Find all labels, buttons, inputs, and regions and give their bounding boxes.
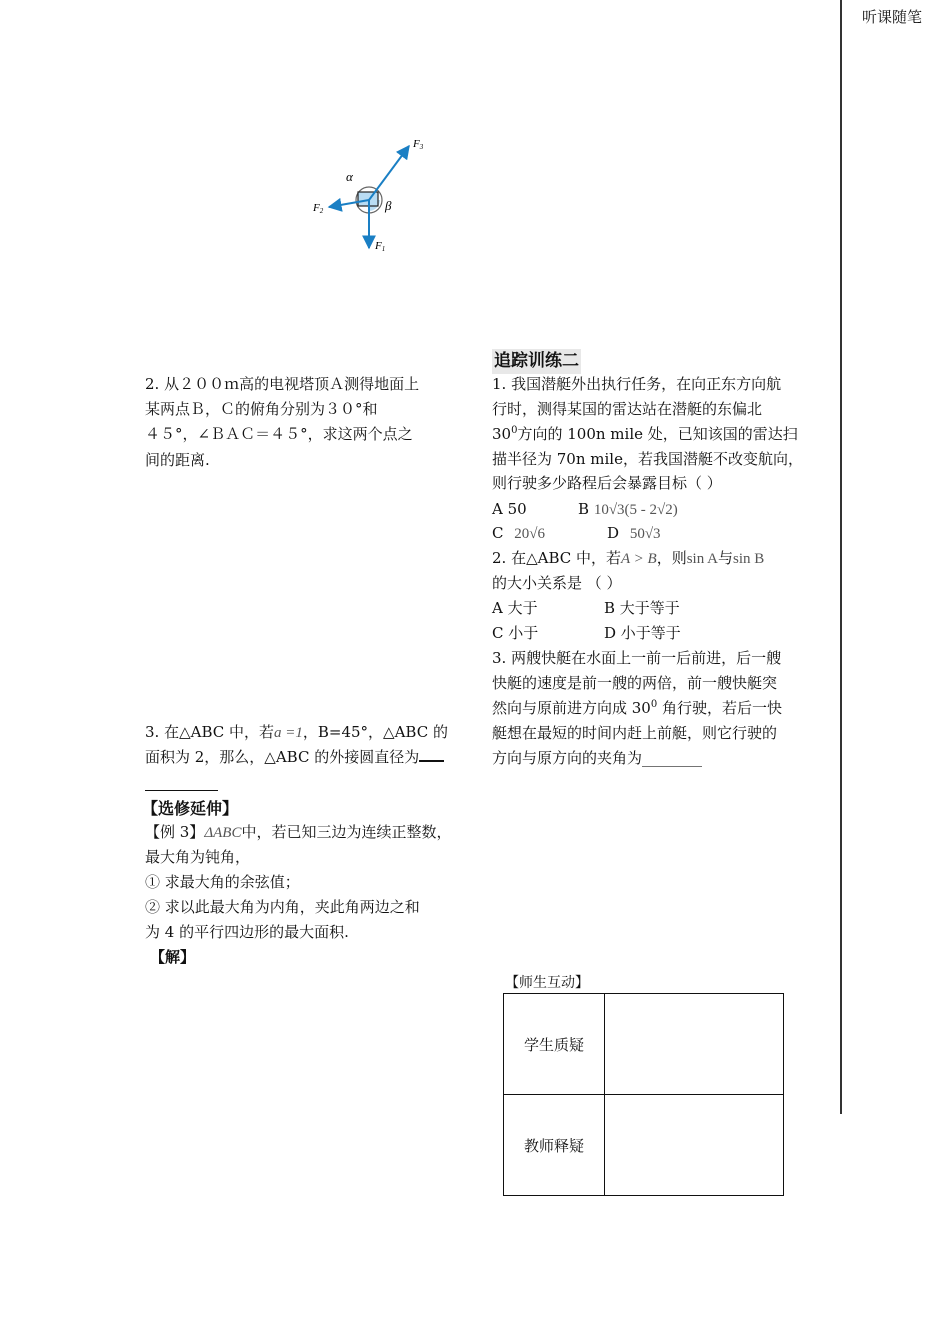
interaction-title: 【师生互动】 <box>505 975 589 991</box>
label-f2: F2 <box>313 202 324 215</box>
q3-text-a: 3. 在△ABC 中，若 <box>145 723 274 741</box>
p1-line-5: 则行驶多少路程后会暴露目标（ ） <box>492 474 722 492</box>
q3-line-2 <box>145 745 444 770</box>
p1-option-b-math: 10√3(5 - 2√2) <box>593 502 678 518</box>
student-question-label: 学生质疑 <box>504 994 605 1095</box>
q3-answer-blank-continuation <box>145 790 218 791</box>
example3-math: ΔABC <box>204 825 242 841</box>
p3-line-4: 艇想在最短的时间内赶上前艇，则它行驶的 <box>492 724 778 742</box>
p2-option-c: C 小于 <box>492 624 539 642</box>
solution-label: 【解】 <box>150 948 196 966</box>
p1-option-d-label: D <box>607 524 620 542</box>
p1-option-c-math: 20√6 <box>514 526 545 542</box>
p2-option-b: B 大于等于 <box>604 599 680 617</box>
p3-line-3-b: 角行驶，若后一快 <box>657 699 783 717</box>
example3-line-1 <box>145 820 451 846</box>
p3-line-1: 3. 两艘快艇在水面上一前一后前进，后一艘 <box>492 649 782 667</box>
p2-text-c: 与 <box>717 549 733 567</box>
q3-text-b: ，B=45°，△ABC 的 <box>302 723 448 741</box>
p1-option-c <box>492 521 545 547</box>
margin-divider <box>840 0 842 1114</box>
example3-item-1: ① 求最大角的余弦值； <box>145 873 300 891</box>
example3-text: 中，若已知三边为连续正整数， <box>241 823 452 841</box>
example3-item-3: 为 4 的平行四边形的最大面积. <box>145 923 349 941</box>
example3-line-2: 最大角为钝角， <box>145 848 251 866</box>
margin-note: 听课随笔 <box>862 8 923 26</box>
p3-degree-sup: 0 <box>650 699 658 710</box>
q2-line-4: 间的距离. <box>145 451 210 469</box>
label-alpha: α <box>346 169 353 184</box>
p1-line-3-a: 30 <box>492 425 512 443</box>
p2-line-2: 的大小关系是 （ ） <box>492 574 622 592</box>
p3-line-2: 快艇的速度是前一艘的两倍，前一艘快艇突 <box>492 674 778 692</box>
p1-option-a: A 50 <box>492 500 527 518</box>
extension-title: 【选修延伸】 <box>142 799 239 818</box>
p1-line-1: 1. 我国潜艇外出执行任务，在向正东方向航 <box>492 375 782 393</box>
p1-option-d <box>607 521 661 547</box>
p2-option-a: A 大于 <box>492 599 538 617</box>
label-f1: F1 <box>375 240 386 253</box>
tracking-title: 追踪训练二 <box>492 349 581 374</box>
label-f3: F3 <box>413 138 424 151</box>
p1-line-3-b: 方向的 100n mile 处，已知该国的雷达扫 <box>517 425 798 443</box>
q3-line-1 <box>145 720 448 746</box>
p1-line-4: 描半径为 70n mile，若我国潜艇不改变航向， <box>492 450 803 468</box>
p3-line-3-a: 然向与原前进方向成 30 <box>492 699 651 717</box>
student-question-cell[interactable] <box>605 994 784 1095</box>
example3-item-2: ② 求以此最大角为内角，夹此角两边之和 <box>145 898 420 916</box>
p2-math-1: A > B <box>621 551 657 567</box>
interaction-table <box>503 993 784 1196</box>
p2-text-a: 2. 在△ABC 中，若 <box>492 549 621 567</box>
arrow-f3 <box>369 146 409 200</box>
p2-text-b: ，则 <box>656 549 687 567</box>
q2-line-1: 2. 从２００ｍ高的电视塔顶Ａ测得地面上 <box>145 375 420 393</box>
example3-label: 【例 3】 <box>145 823 205 841</box>
q3-line-2-text: 面积为 2，那么，△ABC 的外接圆直径为 <box>145 748 420 766</box>
p1-option-b-label: B <box>578 500 590 518</box>
p2-line-1 <box>492 546 764 572</box>
p1-option-c-label: C <box>492 524 504 542</box>
table-row <box>504 1095 784 1196</box>
q3-math: a =1 <box>274 725 303 741</box>
label-beta: β <box>385 198 392 213</box>
q2-line-2: 某两点Ｂ，Ｃ的俯角分别为３０°和 <box>145 400 378 418</box>
p2-math-2: sin A <box>686 551 718 567</box>
table-row <box>504 994 784 1095</box>
p1-degree-sup: 0 <box>511 425 518 436</box>
p2-math-3: sin B <box>732 551 765 567</box>
p1-line-3 <box>492 422 798 447</box>
p1-line-2: 行时，测得某国的雷达站在潜艇的东偏北 <box>492 400 763 418</box>
p1-option-d-math: 50√3 <box>629 526 661 542</box>
teacher-answer-label: 教师释疑 <box>504 1095 605 1196</box>
p2-option-d: D 小于等于 <box>604 624 681 642</box>
q3-answer-blank <box>419 746 444 762</box>
force-diagram <box>305 130 445 260</box>
p3-line-3 <box>492 696 782 721</box>
p3-line-5: 方向与原方向的夹角为________ <box>492 749 703 767</box>
p1-option-b <box>578 497 678 523</box>
q2-line-3: ４５°，∠ＢＡＣ＝４５°，求这两个点之 <box>145 425 413 443</box>
teacher-answer-cell[interactable] <box>605 1095 784 1196</box>
